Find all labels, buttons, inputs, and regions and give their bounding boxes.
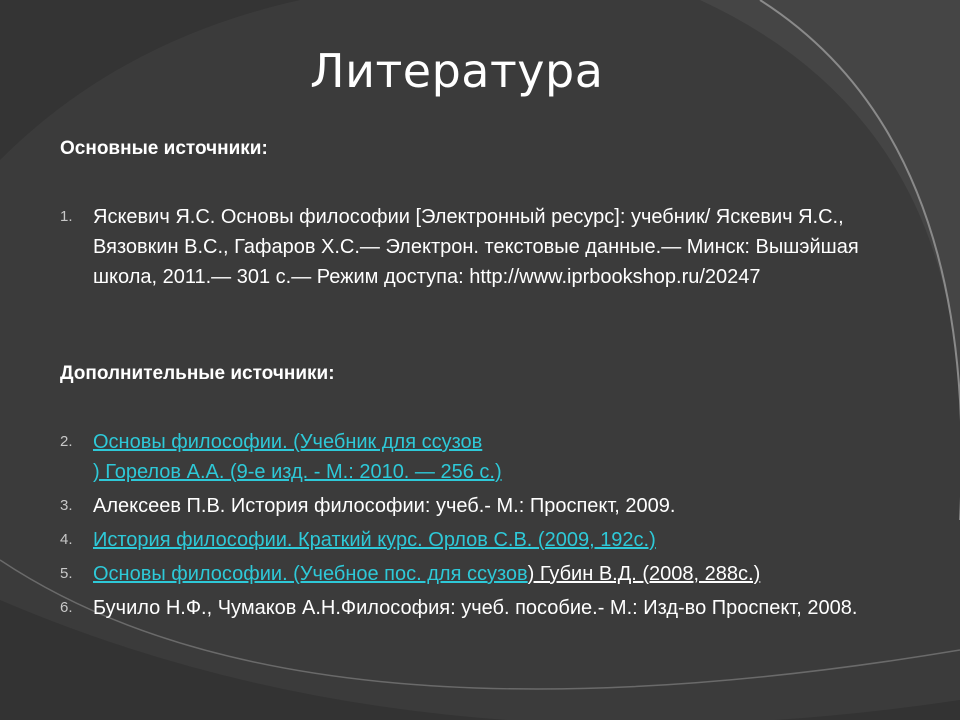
main-sources-list: [60, 202, 920, 292]
additional-sources-heading: Дополнительные источники:: [60, 363, 335, 384]
reference-link[interactable]: Основы философии. (Учебное пос. для ссузов: [93, 563, 528, 585]
reference-link[interactable]: ) Горелов А.А. (9-е изд. - М.: 2010. — 256 с.): [93, 461, 502, 483]
reference-link[interactable]: Основы философии. (Учебник для ссузов: [93, 431, 483, 453]
list-item: [60, 559, 920, 589]
item-number: 6.: [60, 599, 73, 616]
list-item: [60, 202, 920, 292]
item-number: 3.: [60, 497, 73, 514]
item-number: 4.: [60, 531, 73, 548]
item-text: Алексеев П.В. История философии: учеб.- М.: Проспект, 2009.: [93, 495, 676, 517]
list-item: [60, 593, 920, 623]
additional-sources-list: [60, 427, 920, 623]
list-item: [60, 427, 920, 487]
item-text: ) Губин В.Д. (2008, 288с.): [527, 563, 761, 585]
item-number: 5.: [60, 565, 73, 582]
list-item: [60, 525, 920, 555]
reference-link[interactable]: История философии. Краткий курс. Орлов С.В. (2009, 192с.): [93, 529, 656, 551]
item-number: 1.: [60, 208, 73, 225]
main-sources-heading: Основные источники:: [60, 138, 268, 159]
slide-title: Литература: [310, 44, 604, 98]
list-item: [60, 491, 920, 521]
item-text: Яскевич Я.С. Основы философии [Электронный ресурс]: учебник/ Яскевич Я.С., Вязовкин В.С., Гафаров Х.С.— Электрон. текстовые данные.— Минск: Вышэйшая школа, 2011.— 301 с.— Режим доступа: http://www.iprbookshop.ru/20247: [93, 206, 859, 288]
item-text: Бучило Н.Ф., Чумаков А.Н.Философия: учеб. пособие.- М.: Изд-во Проспект, 2008.: [93, 597, 858, 619]
item-number: 2.: [60, 433, 73, 450]
